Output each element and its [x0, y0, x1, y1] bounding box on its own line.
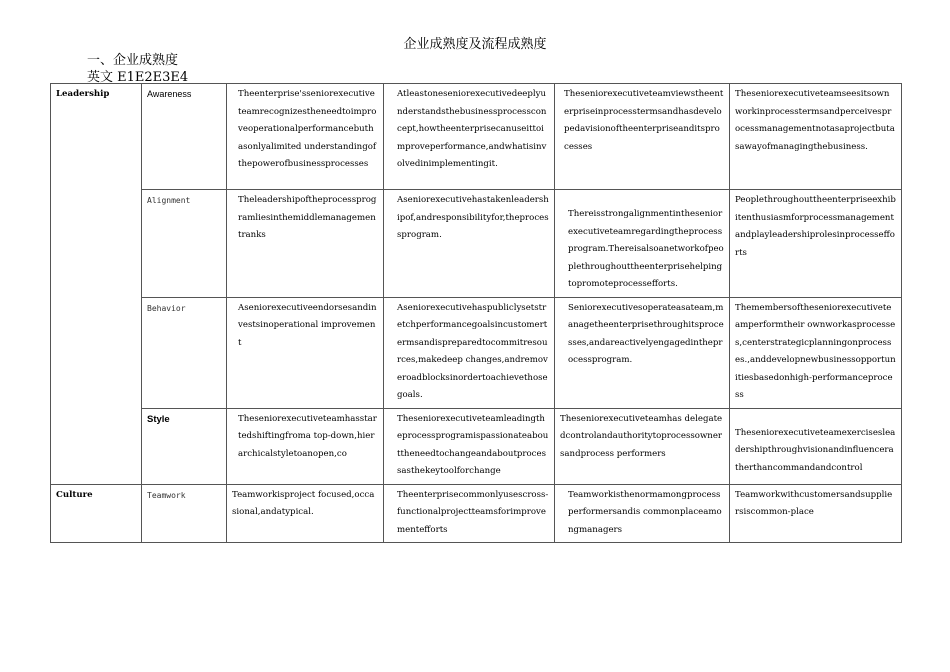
level-cell: Theseniorexecutiveteamhasstartedshiftingfroma top-down,hierarchicalstyletoanopen,co	[227, 408, 384, 484]
table-row	[51, 84, 902, 190]
level-cell: Theseniorexecutiveteamleadingtheprocessprogramispassionateabouttheneedtochangeandaboutprocessasthekeytoolforchange	[384, 408, 555, 484]
subcategory-cell: Awareness	[142, 84, 227, 190]
level-cell: Teamworkisthenormamongprocessperformersandis commonplaceamongmanagers	[555, 484, 730, 543]
table-row	[51, 190, 902, 298]
category-cell: Culture	[51, 484, 142, 543]
level-cell: Themembersoftheseniorexecutiveteamperformtheir ownworkasprocesses,centerstrategicplanningonprocesses.,anddevelopnewbusinessopportunitiesbasedonhigh-performanceprocess	[730, 297, 902, 408]
subcategory-cell: Behavior	[142, 297, 227, 408]
level-cell: Teamworkwithcustomersandsuppliersiscommon-place	[730, 484, 902, 543]
level-cell: Peoplethroughouttheenterpriseexhibitenthusiasmforprocessmanagementandplayleadershiprolesinprocessefforts	[730, 190, 902, 298]
level-cell: Aseniorexecutiveendorsesandinvestsinoperational improvement	[227, 297, 384, 408]
level-cell: Theenterprise'sseniorexecutiveteamrecognizestheneedtoimproveoperationalperformancebuthasonlyalimited understandingofthepowerofbusinessprocesses	[227, 84, 384, 190]
english-label: 英文 E1E2E3E4	[87, 70, 189, 85]
section-heading: 一、企业成熟度	[87, 53, 179, 68]
document-title: 企业成熟度及流程成熟度	[403, 37, 547, 52]
level-cell: Theseniorexecutiveteamseesitsownworkinprocesstermsandperceivesprocessmanagementnotasaprojectbutasawayofmanagingthebusiness.	[730, 84, 902, 190]
level-cell: Aseniorexecutivehastakenleadershipof,andresponsibilityfor,theprocessprogram.	[384, 190, 555, 298]
level-cell: Aseniorexecutivehaspubliclysetstretchperformancegoalsincustomertermsandispreparedtocommitresources,makedeep changes,andremoveroadblocksinordertoachievethosegoals.	[384, 297, 555, 408]
category-cell: Leadership	[51, 84, 142, 485]
level-cell: Theseniorexecutiveteamhas delegatedcontrolandauthoritytoprocessownersandprocess performers	[555, 408, 730, 484]
level-cell: Theenterprisecommonlyusescross-functionalprojectteamsforimprovementefforts	[384, 484, 555, 543]
level-cell: Thereisstrongalignmentintheseniorexecutiveteamregardingtheprocessprogram.Thereisalsoanetworkofpeoplethroughouttheenterprisehelpingtopromoteprocessefforts.	[555, 190, 730, 298]
subcategory-cell: Teamwork	[142, 484, 227, 543]
level-cell: Atleastoneseniorexecutivedeeplyunderstandsthebusinessprocessconcept,howtheenterprisecanuseittoimproveperformance,andwhatisinvolvedinimplementingit.	[384, 84, 555, 190]
level-cell: Theleadershipoftheprocessprogramliesinthemiddlemanagementranks	[227, 190, 384, 298]
subcategory-cell: Style	[142, 408, 227, 484]
table-row	[51, 297, 902, 408]
level-cell: Theseniorexecutiveteamviewstheenterpriseinprocesstermsandhasdevelopedavisionoftheenterpriseanditsprocesses	[555, 84, 730, 190]
level-cell: Seniorexecutivesoperateasateam,managetheenterprisethroughitsprocesses,andareactivelyengagedintheprocessprogram.	[555, 297, 730, 408]
level-cell: Theseniorexecutiveteamexercisesleadershipthroughvisionandinfluenceratherthancommandandcontrol	[730, 408, 902, 484]
table-row	[51, 408, 902, 484]
level-cell: Teamworkisproject focused,occasional,andatypical.	[227, 484, 384, 543]
table-row	[51, 484, 902, 543]
maturity-table	[50, 83, 902, 543]
subcategory-cell: Alignment	[142, 190, 227, 298]
